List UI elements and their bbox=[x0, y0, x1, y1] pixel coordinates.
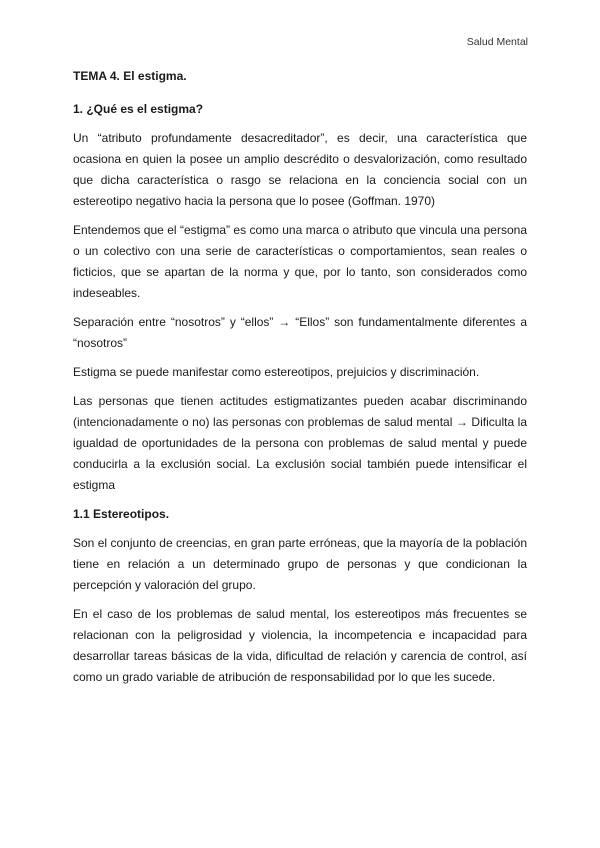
document-title: TEMA 4. El estigma. bbox=[73, 69, 187, 83]
paragraph: Son el conjunto de creencias, en gran parte erróneas, que la mayoría de la población tiene en relación a un determinado grupo de personas y que condicionan la percepción y valoración del grupo. bbox=[73, 536, 527, 592]
paragraph: Las personas que tienen actitudes estigmatizantes pueden acabar discriminando (intencionadamente o no) las personas con problemas de salud mental → Dificulta la igualdad de oportunidades de la persona con problemas de salud mental y puede conducirla a la exclusión social. La exclusión social también puede intensificar el estigma bbox=[73, 394, 527, 492]
document-body bbox=[73, 66, 527, 696]
paragraph: Separación entre “nosotros” y “ellos” → “Ellos” son fundamentalmente diferentes a “nosotros” bbox=[73, 315, 527, 350]
paragraph: En el caso de los problemas de salud mental, los estereotipos más frecuentes se relacionan con la peligrosidad y violencia, la incompetencia e incapacidad para desarrollar tareas básicas de la vida, dificultad de relación y carencia de control, así como un grado variable de atribución de responsabilidad por lo que les sucede. bbox=[73, 607, 527, 684]
paragraph: Un “atributo profundamente desacreditador”, es decir, una característica que ocasiona en quien la posee un amplio descrédito o desvalorización, como resultado que dicha característica o rasgo se relaciona en la conciencia social con un estereotipo negativo hacia la persona que lo posee (Goffman. 1970) bbox=[73, 131, 527, 208]
section-heading-1-1: 1.1 Estereotipos. bbox=[73, 507, 170, 521]
running-header: Salud Mental bbox=[466, 36, 528, 48]
paragraph: Estigma se puede manifestar como estereotipos, prejuicios y discriminación. bbox=[73, 365, 480, 379]
section-heading-1: 1. ¿Qué es el estigma? bbox=[73, 102, 204, 116]
paragraph: Entendemos que el “estigma” es como una marca o atributo que vincula una persona o un colectivo con una serie de características o comportamientos, sean reales o ficticios, que se apartan de la norma y que, por lo tanto, son considerados como indeseables. bbox=[73, 223, 527, 300]
